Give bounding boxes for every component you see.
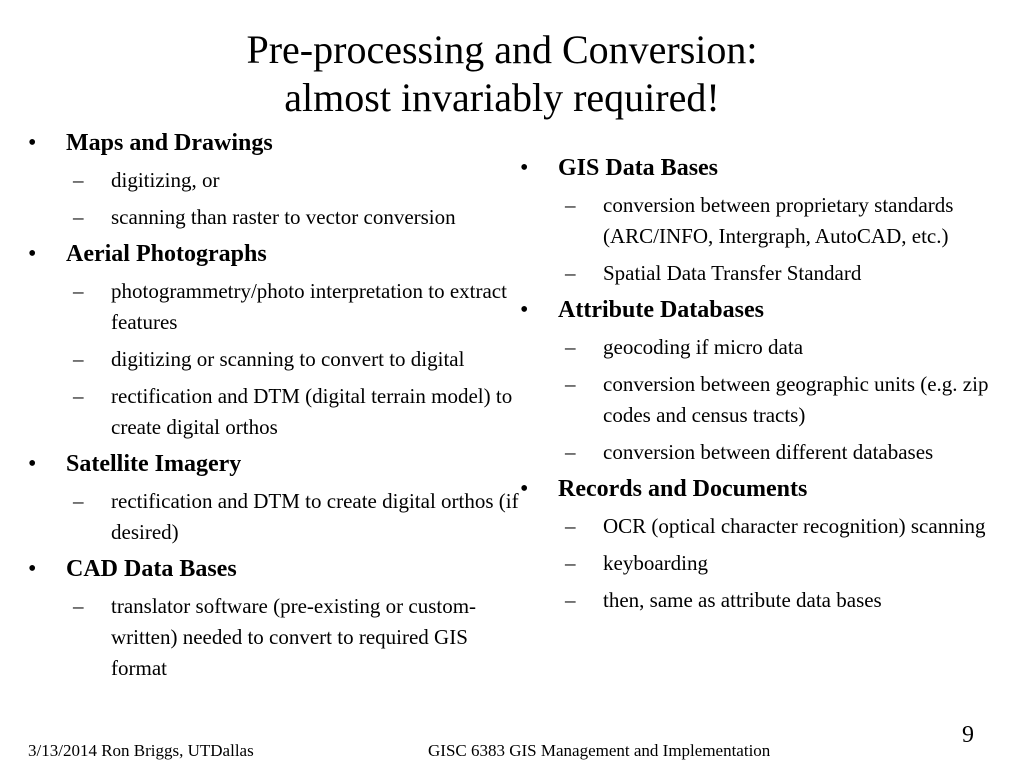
bullet-heading: CAD Data Bases <box>66 556 237 582</box>
bullet-marker: • <box>28 451 37 477</box>
sub-item: rectification and DTM (digital terrain model) to create digital orthos <box>111 384 513 439</box>
list-item <box>520 295 1000 468</box>
right-column <box>520 153 1000 622</box>
sub-item: keyboarding <box>603 551 708 575</box>
bullet-marker: • <box>520 476 529 502</box>
sub-item: digitizing, or <box>111 168 220 192</box>
sub-item: digitizing or scanning to convert to digital <box>111 347 465 371</box>
page-number: 9 <box>962 722 974 748</box>
list-item <box>28 128 528 233</box>
sub-item: then, same as attribute data bases <box>603 588 882 612</box>
dash-marker: – <box>73 279 84 303</box>
bullet-marker: • <box>28 130 37 156</box>
sub-item: scanning than raster to vector conversion <box>111 205 456 229</box>
left-column <box>28 128 528 690</box>
bullet-heading: GIS Data Bases <box>558 155 719 181</box>
dash-marker: – <box>565 261 576 285</box>
bullet-heading: Satellite Imagery <box>66 451 242 477</box>
footer-date-author: 3/13/2014 Ron Briggs, UTDallas <box>28 741 254 760</box>
list-item <box>520 474 1000 616</box>
sub-item: conversion between proprietary standards (ARC/INFO, Intergraph, AutoCAD, etc.) <box>603 193 954 248</box>
list-item <box>28 239 528 443</box>
slide-title <box>0 26 1004 122</box>
bullet-heading: Maps and Drawings <box>66 130 273 156</box>
list-item <box>520 153 1000 289</box>
dash-marker: – <box>73 347 84 371</box>
dash-marker: – <box>565 193 576 217</box>
sub-item: rectification and DTM to create digital orthos (if desired) <box>111 489 519 544</box>
sub-item: conversion between different databases <box>603 440 934 464</box>
title-line-1: Pre-processing and Conversion: <box>246 27 758 72</box>
title-line-2: almost invariably required! <box>284 75 720 120</box>
dash-marker: – <box>73 489 84 513</box>
dash-marker: – <box>73 384 84 408</box>
dash-marker: – <box>565 372 576 396</box>
bullet-marker: • <box>520 155 529 181</box>
bullet-heading: Attribute Databases <box>558 297 764 323</box>
dash-marker: – <box>565 335 576 359</box>
bullet-marker: • <box>28 556 37 582</box>
bullet-heading: Records and Documents <box>558 476 808 502</box>
dash-marker: – <box>565 588 576 612</box>
footer-course-title: GISC 6383 GIS Management and Implementation <box>428 741 771 760</box>
list-item <box>28 554 528 684</box>
dash-marker: – <box>565 551 576 575</box>
dash-marker: – <box>565 514 576 538</box>
dash-marker: – <box>565 440 576 464</box>
list-item <box>28 449 528 548</box>
sub-item: OCR (optical character recognition) scanning <box>603 514 986 538</box>
bullet-marker: • <box>520 297 529 323</box>
bullet-marker: • <box>28 241 37 267</box>
dash-marker: – <box>73 205 84 229</box>
sub-item: photogrammetry/photo interpretation to extract features <box>111 279 507 334</box>
dash-marker: – <box>73 168 84 192</box>
sub-item: conversion between geographic units (e.g. zip codes and census tracts) <box>603 372 989 427</box>
sub-item: Spatial Data Transfer Standard <box>603 261 862 285</box>
bullet-heading: Aerial Photographs <box>66 241 267 267</box>
dash-marker: – <box>73 594 84 618</box>
sub-item: geocoding if micro data <box>603 335 804 359</box>
sub-item: translator software (pre-existing or custom-written) needed to convert to required GIS format <box>111 594 477 680</box>
